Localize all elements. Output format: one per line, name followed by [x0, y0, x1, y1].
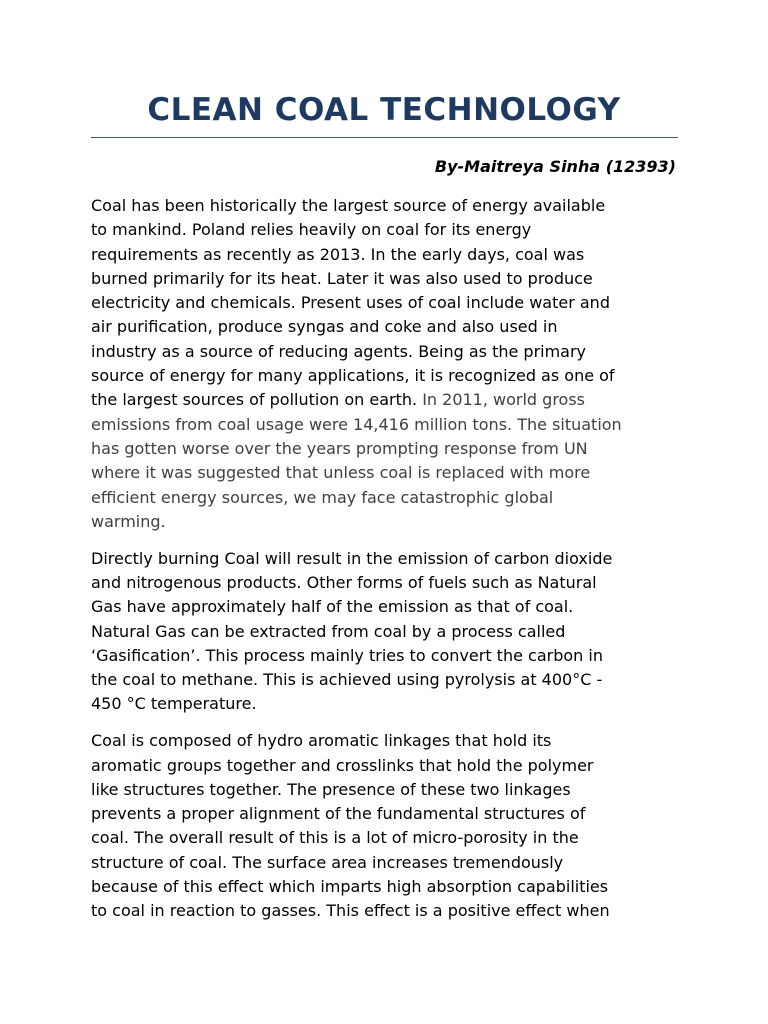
- text-line: industry as a source of reducing agents. Being as the primary: [91, 341, 587, 361]
- document-title: CLEAN COAL TECHNOLOGY: [147, 92, 621, 128]
- text-line: source of energy for many applications, it is recognized as one of: [91, 366, 615, 386]
- text-line: requirements as recently as 2013. In the early days, coal was: [91, 244, 585, 264]
- text-line: ‘Gasification’. This process mainly tries to convert the carbon in: [91, 645, 603, 665]
- text-line: because of this effect which imparts high absorption capabilities: [91, 877, 609, 897]
- text-segment: the largest sources of pollution on earth.: [91, 390, 418, 410]
- paragraph-1: [91, 194, 691, 534]
- text-line: and nitrogenous products. Other forms of fuels such as Natural: [91, 572, 597, 592]
- quoted-text-segment: In 2011, world gross: [417, 390, 586, 410]
- quoted-text-line: has gotten worse over the years prompting response from UN: [91, 438, 588, 458]
- paragraph-2: [91, 547, 691, 717]
- text-line: to coal in reaction to gasses. This effect is a positive effect when: [91, 901, 610, 921]
- text-line: the coal to methane. This is achieved using pyrolysis at 400°C -: [91, 670, 603, 690]
- paragraph-3: [91, 729, 691, 923]
- quoted-text-line: efficient energy sources, we may face catastrophic global: [91, 487, 554, 507]
- text-line: aromatic groups together and crosslinks that hold the polymer: [91, 755, 594, 775]
- text-line: air purification, produce syngas and coke and also used in: [91, 317, 558, 337]
- text-line: electricity and chemicals. Present uses of coal include water and: [91, 293, 610, 313]
- text-line: Natural Gas can be extracted from coal by a process called: [91, 621, 566, 641]
- text-line: [91, 388, 691, 412]
- text-line: to mankind. Poland relies heavily on coal for its energy: [91, 220, 532, 240]
- quoted-text-line: emissions from coal usage were 14,416 million tons. The situation: [91, 414, 622, 434]
- document-body: [91, 194, 691, 936]
- text-line: Coal has been historically the largest source of energy available: [91, 196, 606, 215]
- text-line: 450 °C temperature.: [91, 694, 257, 714]
- text-line: coal. The overall result of this is a lot of micro-porosity in the: [91, 828, 579, 848]
- text-line: like structures together. The presence of these two linkages: [91, 779, 571, 799]
- quoted-text-line: where it was suggested that unless coal is replaced with more: [91, 463, 591, 483]
- text-line: Coal is composed of hydro aromatic linkages that hold its: [91, 731, 552, 751]
- text-line: Gas have approximately half of the emission as that of coal.: [91, 597, 574, 617]
- text-line: Directly burning Coal will result in the emission of carbon dioxide: [91, 548, 613, 568]
- text-line: structure of coal. The surface area increases tremendously: [91, 852, 564, 872]
- text-line: prevents a proper alignment of the fundamental structures of: [91, 804, 586, 824]
- quoted-text-line: warming.: [91, 511, 166, 531]
- author-byline: By-Maitreya Sinha (12393): [434, 157, 676, 176]
- text-line: burned primarily for its heat. Later it was also used to produce: [91, 268, 593, 288]
- title-divider: [91, 137, 678, 138]
